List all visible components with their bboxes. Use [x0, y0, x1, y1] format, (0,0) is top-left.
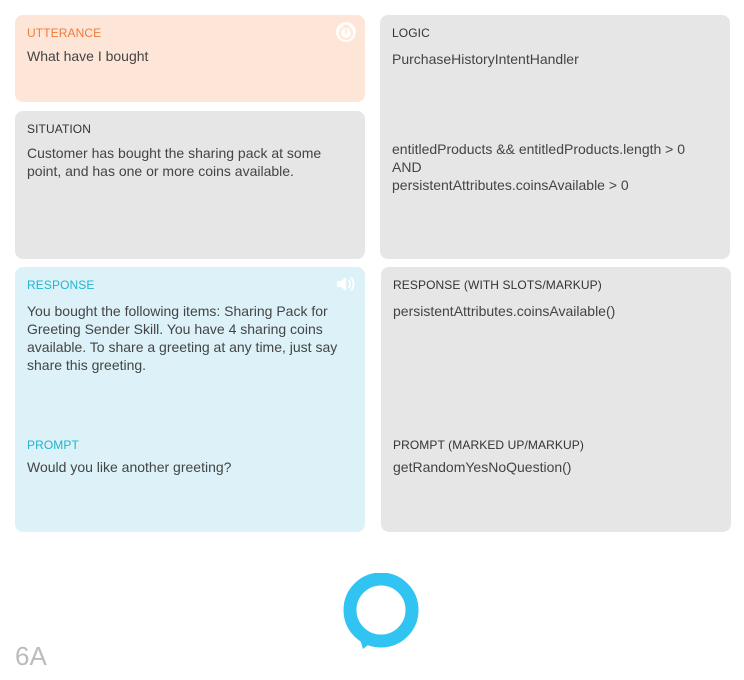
response-markup-card: [381, 267, 731, 532]
prompt-label: PROMPT: [27, 438, 79, 452]
logic-handler: PurchaseHistoryIntentHandler: [392, 51, 579, 67]
logic-condition-3: persistentAttributes.coinsAvailable > 0: [392, 177, 629, 193]
logic-condition-2: AND: [392, 159, 422, 175]
logic-condition-1: entitledProducts && entitledProducts.length > 0: [392, 141, 686, 157]
situation-label: SITUATION: [27, 122, 92, 136]
alexa-logo-icon: [343, 573, 419, 649]
utterance-text: What have I bought: [27, 48, 149, 64]
timer-icon: [335, 21, 357, 48]
utterance-label: UTTERANCE: [27, 26, 102, 40]
prompt-text: Would you like another greeting?: [27, 459, 232, 475]
response-markup-label: RESPONSE (WITH SLOTS/MARKUP): [393, 278, 602, 292]
response-markup-text: persistentAttributes.coinsAvailable(): [393, 303, 616, 319]
response-text: You bought the following items: Sharing Pack for Greeting Sender Skill. You have 4 sharing coins available. To share a greeting at any time, just say share this greeting.: [27, 303, 338, 373]
situation-card: [15, 111, 365, 259]
logic-label: LOGIC: [392, 26, 430, 40]
prompt-markup-label: PROMPT (MARKED UP/MARKUP): [393, 438, 584, 452]
page-number: 6A: [15, 641, 47, 671]
speaker-icon: [335, 274, 357, 299]
situation-text: Customer has bought the sharing pack at some point, and has one or more coins available.: [27, 145, 322, 179]
response-card: [15, 267, 365, 532]
logic-card: [380, 15, 730, 259]
response-label: RESPONSE: [27, 278, 95, 292]
utterance-card: [15, 15, 365, 102]
prompt-markup-text: getRandomYesNoQuestion(): [393, 459, 572, 475]
